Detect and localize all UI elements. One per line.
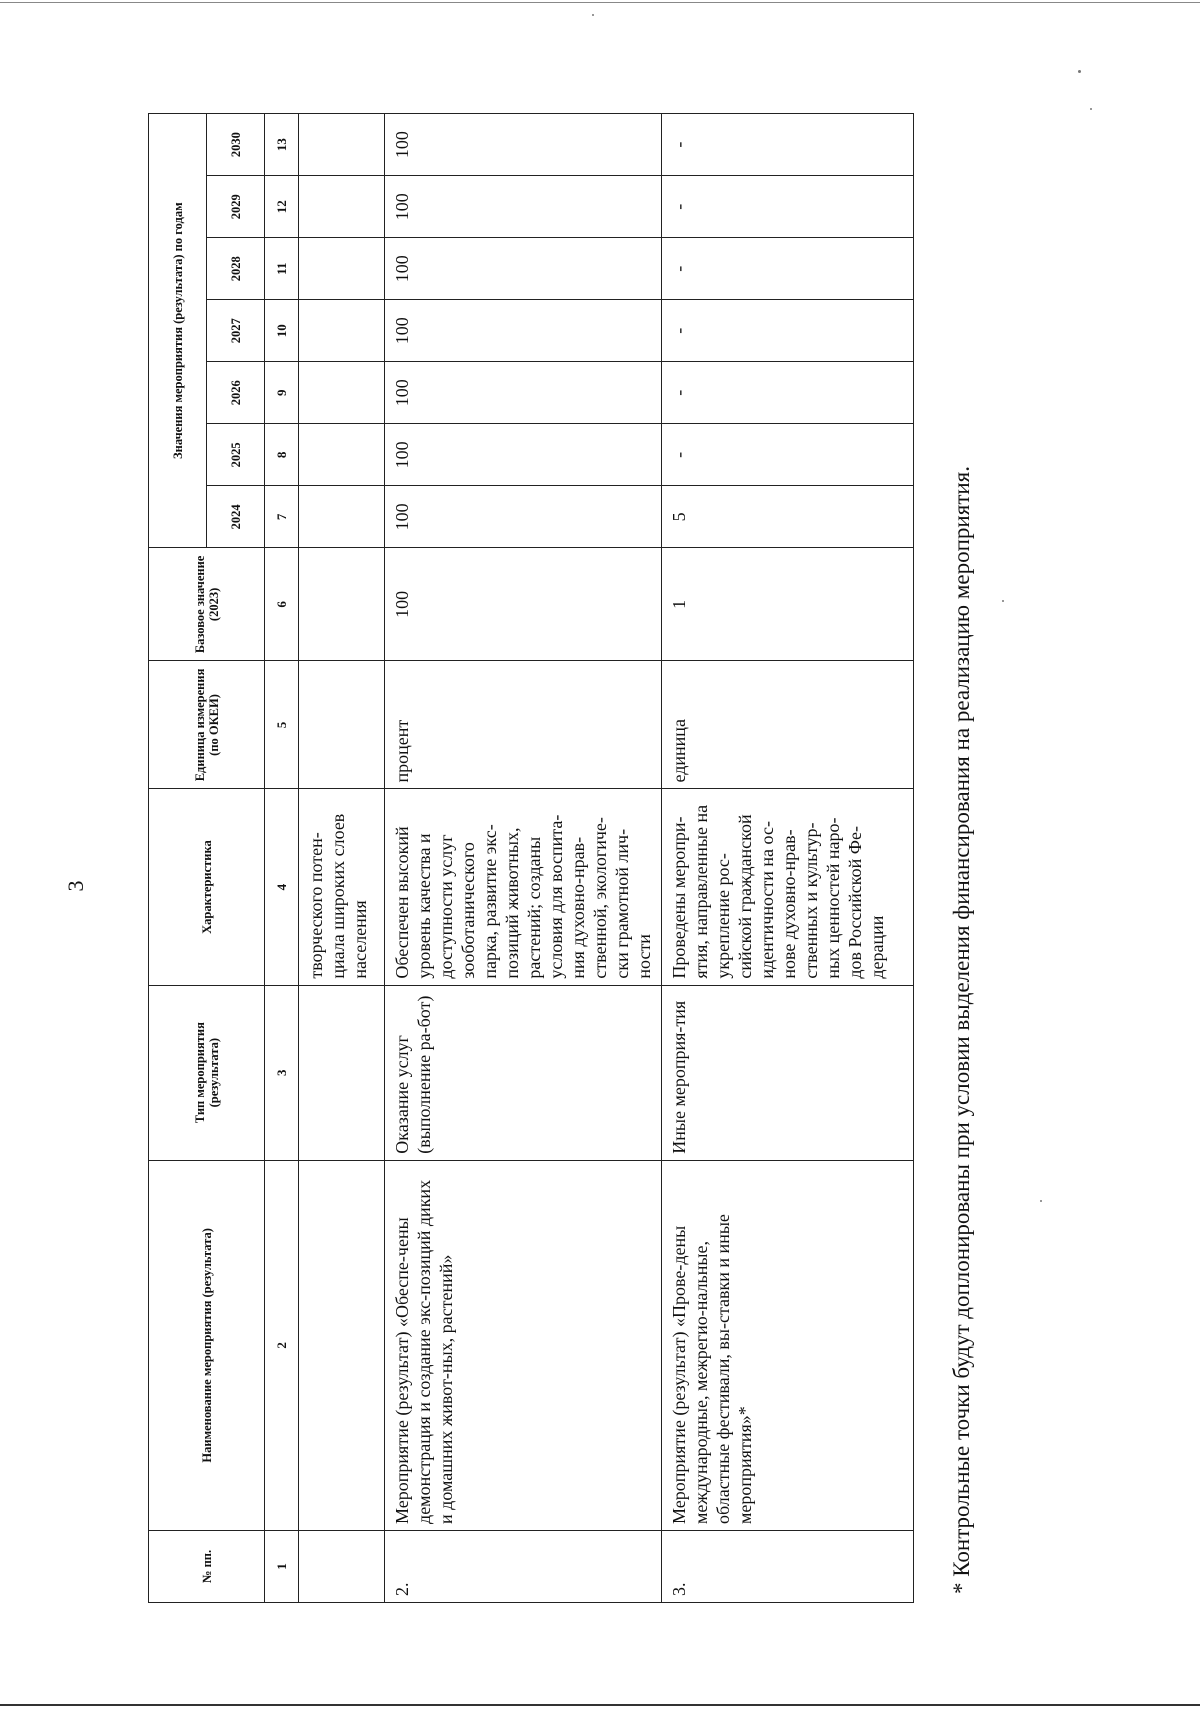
header-year: 2029 <box>207 176 265 238</box>
cell-value: 100 <box>385 486 662 548</box>
column-number: 6 <box>265 548 299 661</box>
column-number: 13 <box>265 114 299 176</box>
scan-edge-line <box>0 2 1200 3</box>
cell-value: - <box>662 176 914 238</box>
header-type: Тип мероприятия (результата) <box>149 985 265 1160</box>
cell-base: 1 <box>662 548 914 661</box>
cell-value: 100 <box>385 300 662 362</box>
header-no: № пп. <box>149 1530 265 1602</box>
scan-edge-line <box>0 1704 1200 1706</box>
cell-value: - <box>662 300 914 362</box>
table-row <box>662 114 914 1603</box>
column-number: 9 <box>265 362 299 424</box>
header-characteristic: Характеристика <box>149 789 265 985</box>
header-year: 2025 <box>207 424 265 486</box>
cell-value: - <box>662 114 914 176</box>
cell-value <box>299 424 385 486</box>
column-number: 1 <box>265 1530 299 1602</box>
cell-name: Мероприятие (результат) «Прове-дены международные, межрегио-нальные, областные фестивали, вы-ставки и иные мероприятия»* <box>662 1160 914 1530</box>
header-year: 2027 <box>207 300 265 362</box>
header-year: 2028 <box>207 238 265 300</box>
column-number-row <box>265 114 299 1603</box>
column-number: 7 <box>265 486 299 548</box>
cell-characteristic: Проведены меропри-ятия, направленные на укрепление рос-сийской гражданской идентичности на ос-нове духовно-нрав-ственных и культур-ных ценностей наро-дов Российской Фе-дерации <box>662 789 914 985</box>
cell-characteristic: творческого потен-циала широких слоев населения <box>299 789 385 985</box>
cell-value: 100 <box>385 424 662 486</box>
page-number: 3 <box>63 880 88 892</box>
column-number: 12 <box>265 176 299 238</box>
table-row <box>299 114 385 1603</box>
cell-value <box>299 238 385 300</box>
header-year: 2030 <box>207 114 265 176</box>
cell-no: 2. <box>385 1530 662 1602</box>
cell-value: - <box>662 362 914 424</box>
cell-type: Оказание услуг (выполнение ра-бот) <box>385 985 662 1160</box>
header-unit: Единица измерения (по ОКЕИ) <box>149 661 265 789</box>
cell-value <box>299 486 385 548</box>
header-values-by-year: Значения мероприятия (результата) по годам <box>149 114 207 548</box>
cell-type <box>299 985 385 1160</box>
cell-value <box>299 362 385 424</box>
header-year: 2024 <box>207 486 265 548</box>
scan-speck <box>592 14 594 16</box>
cell-unit: единица <box>662 661 914 789</box>
cell-value: - <box>662 424 914 486</box>
cell-value <box>299 114 385 176</box>
scan-speck <box>1002 600 1004 602</box>
footnote: * Контрольные точки будут доплонированы при условии выделения финансирования на реализацию мероприятия. <box>949 465 974 1595</box>
cell-base: 100 <box>385 548 662 661</box>
cell-characteristic: Обеспечен высокий уровень качества и доступности услуг зооботанического парка, развитие экс-позиций животных, растений; созданы условия для воспита-ния духовно-нрав-ственной, экологиче-ски грамотной лич-ности <box>385 789 662 985</box>
cell-value: 100 <box>385 238 662 300</box>
table-container <box>148 113 912 1603</box>
header-base: Базовое значение (2023) <box>149 548 265 661</box>
scan-speck <box>1078 70 1081 73</box>
column-number: 2 <box>265 1160 299 1530</box>
scan-speck <box>1090 108 1092 110</box>
header-name: Наименование мероприятия (результата) <box>149 1160 265 1530</box>
scan-speck <box>1040 1200 1042 1202</box>
cell-value: 100 <box>385 176 662 238</box>
cell-unit <box>299 661 385 789</box>
column-number: 5 <box>265 661 299 789</box>
cell-value <box>299 300 385 362</box>
activities-table <box>148 113 914 1603</box>
cell-value: 5 <box>662 486 914 548</box>
column-number: 10 <box>265 300 299 362</box>
cell-no: 3. <box>662 1530 914 1602</box>
table-row <box>385 114 662 1603</box>
column-number: 8 <box>265 424 299 486</box>
column-number: 11 <box>265 238 299 300</box>
header-year: 2026 <box>207 362 265 424</box>
column-number: 4 <box>265 789 299 985</box>
cell-unit: процент <box>385 661 662 789</box>
cell-no <box>299 1530 385 1602</box>
cell-value: - <box>662 238 914 300</box>
cell-value: 100 <box>385 362 662 424</box>
cell-name <box>299 1160 385 1530</box>
cell-base <box>299 548 385 661</box>
cell-value: 100 <box>385 114 662 176</box>
cell-type: Иные мероприя-тия <box>662 985 914 1160</box>
cell-value <box>299 176 385 238</box>
cell-name: Мероприятие (результат) «Обеспе-чены демонстрация и создание экс-позиций диких и домашних живот-ных, растений» <box>385 1160 662 1530</box>
column-number: 3 <box>265 985 299 1160</box>
